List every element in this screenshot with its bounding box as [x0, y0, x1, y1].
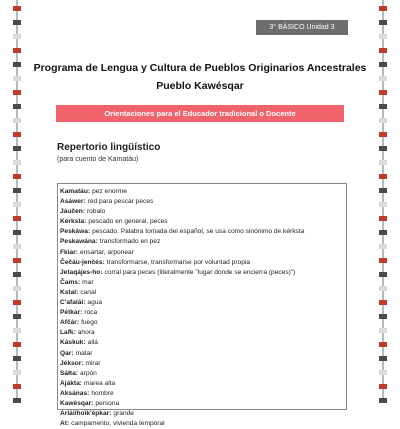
border-ornament [13, 356, 21, 361]
vocabulary-definition: transformarse, transformarse por voluntad propia [106, 258, 251, 266]
vocabulary-term: Sáłta : [60, 370, 78, 377]
vocabulary-definition: ensartar, arponear [79, 248, 134, 256]
border-ornament [13, 202, 21, 207]
vocabulary-definition: persona [95, 399, 120, 407]
border-ornament [13, 118, 21, 123]
border-ornament [379, 258, 387, 263]
vocabulary-item [60, 237, 346, 247]
vocabulary-definition: pez enorme [92, 188, 127, 195]
border-ornament [13, 76, 21, 81]
border-ornament [379, 132, 387, 137]
border-ornament [379, 272, 387, 277]
vocabulary-item [60, 389, 346, 399]
vocabulary-term: At : [60, 420, 69, 427]
border-ornament [13, 20, 21, 25]
border-ornament [379, 300, 387, 305]
border-ornament [379, 6, 387, 11]
vocabulary-item [60, 308, 346, 318]
vocabulary-term: Pétkar : [60, 309, 82, 316]
section-heading: Repertorio lingüístico [57, 142, 161, 153]
border-ornament [379, 328, 387, 333]
border-ornament [379, 174, 387, 179]
vocabulary-term: Káskuk : [60, 339, 86, 346]
vocabulary-definition: marea alta [84, 379, 116, 387]
orientation-banner: Orientaciones para el Educador tradicional o Docente [56, 105, 344, 122]
border-ornament [379, 384, 387, 389]
border-ornament [13, 384, 21, 389]
vocabulary-definition: fuego [81, 319, 98, 327]
vocabulary-definition: matar [75, 349, 93, 357]
left-decorative-border [12, 0, 22, 400]
vocabulary-definition: mar [82, 278, 94, 286]
vocabulary-item [60, 248, 346, 258]
section-note: (para cuento de Kamatáu) [57, 156, 139, 163]
border-ornament [379, 314, 387, 319]
vocabulary-term: Jéksor : [60, 360, 83, 367]
vocabulary-term: Kérksta : [60, 218, 86, 225]
vocabulary-item [60, 288, 346, 298]
border-ornament [13, 160, 21, 165]
unit-badge: 3° BÁSICO Unidad 3 [256, 20, 348, 35]
border-ornament [13, 90, 21, 95]
vocabulary-item [60, 187, 346, 197]
border-ornament [379, 62, 387, 67]
page-subtitle: Pueblo Kawésqar [156, 80, 244, 92]
border-ornament [13, 272, 21, 277]
vocabulary-item [60, 349, 346, 359]
border-ornament [379, 188, 387, 193]
vocabulary-item [60, 227, 346, 237]
border-ornament [379, 20, 387, 25]
border-ornament [379, 286, 387, 291]
border-ornament [379, 202, 387, 207]
vocabulary-definition: allá [87, 339, 98, 347]
vocabulary-item [60, 298, 346, 308]
vocabulary-item [60, 217, 346, 227]
border-ornament [379, 104, 387, 109]
vocabulary-item [60, 409, 346, 419]
vocabulary-definition: pescado. Palabra tomada del español, se usa como sinónimo de kérksta [92, 228, 305, 236]
vocabulary-definition: campamento, vivienda temporal [71, 420, 165, 428]
border-ornament [379, 118, 387, 123]
vocabulary-item [60, 379, 346, 389]
vocabulary-item [60, 278, 346, 288]
border-ornament [379, 160, 387, 165]
border-ornament [13, 104, 21, 109]
border-ornament [379, 76, 387, 81]
border-ornament [13, 300, 21, 305]
border-ornament [13, 258, 21, 263]
vocabulary-term: Ajákta : [60, 380, 82, 387]
border-ornament [13, 286, 21, 291]
vocabulary-term: Jáučen : [60, 208, 85, 215]
vocabulary-list [58, 184, 346, 429]
vocabulary-item [60, 328, 346, 338]
vocabulary-term: Čams : [60, 279, 80, 286]
border-ornament [13, 34, 21, 39]
border-ornament [13, 188, 21, 193]
vocabulary-term: Asáwer : [60, 198, 86, 205]
border-ornament [379, 356, 387, 361]
vocabulary-term: Kstal : [60, 289, 78, 296]
vocabulary-definition: arpón [79, 369, 97, 377]
border-ornament [13, 48, 21, 53]
border-ornament [379, 48, 387, 53]
border-ornament [13, 370, 21, 375]
vocabulary-item [60, 268, 346, 278]
vocabulary-definition: agua [87, 299, 103, 307]
border-ornament [13, 328, 21, 333]
vocabulary-definition: pescado en general, peces [88, 218, 168, 226]
vocabulary-term: Aksánas : [60, 390, 89, 397]
border-ornament [379, 370, 387, 375]
border-ornament [13, 216, 21, 221]
vocabulary-term: Peskáwa : [60, 228, 90, 235]
border-ornament [379, 398, 387, 403]
vocabulary-term: Qar : [60, 350, 74, 357]
vocabulary-definition: corral para peces (literalmente "lugar donde se encierra (peces)") [104, 268, 296, 276]
border-ornament [379, 34, 387, 39]
vocabulary-definition: roca [84, 309, 98, 317]
vocabulary-definition: hombre [91, 389, 114, 397]
border-ornament [13, 314, 21, 319]
border-ornament [13, 342, 21, 347]
vocabulary-item [60, 359, 346, 369]
vocabulary-term: Lafk : [60, 329, 76, 336]
border-ornament [379, 216, 387, 221]
vocabulary-definition: transformado en pez [99, 238, 161, 246]
vocabulary-item [60, 369, 346, 379]
vocabulary-definition: grande [113, 410, 134, 418]
vocabulary-term: Afčár : [60, 319, 79, 326]
border-ornament [13, 6, 21, 11]
border-ornament [379, 230, 387, 235]
vocabulary-term: C'afalái : [60, 299, 85, 306]
border-ornament [13, 62, 21, 67]
vocabulary-item [60, 207, 346, 217]
vocabulary-item [60, 419, 346, 429]
border-ornament [13, 230, 21, 235]
vocabulary-term: Arlái/hoik'épkar : [60, 410, 111, 417]
border-ornament [379, 90, 387, 95]
vocabulary-definition: red para pescar peces [87, 198, 154, 206]
border-ornament [379, 244, 387, 249]
border-ornament [13, 174, 21, 179]
page-title: Programa de Lengua y Cultura de Pueblos Originarios Ancestrales [33, 62, 367, 74]
vocabulary-term: Jetaqájes-ho : [60, 269, 103, 276]
border-ornament [13, 132, 21, 137]
vocabulary-definition: ahora [77, 329, 95, 337]
border-ornament [13, 244, 21, 249]
vocabulary-term: Kawésqar : [60, 400, 93, 407]
vocabulary-definition: mirar [85, 359, 101, 367]
vocabulary-term: Fkiar : [60, 249, 78, 256]
vocabulary-term: Čečáu-jenčés : [60, 259, 105, 266]
border-ornament [13, 398, 21, 403]
border-ornament [379, 342, 387, 347]
vocabulary-term: Peskawána : [60, 238, 98, 245]
vocabulary-item [60, 258, 346, 268]
vocabulary-item [60, 399, 346, 409]
vocabulary-term: Kamatáu : [60, 188, 90, 195]
border-ornament [379, 146, 387, 151]
vocabulary-definition: robalo [86, 208, 106, 216]
vocabulary-definition: canal [80, 288, 97, 296]
vocabulary-item [60, 338, 346, 348]
border-ornament [13, 146, 21, 151]
vocabulary-item [60, 318, 346, 328]
vocabulary-item [60, 197, 346, 207]
vocabulary-box [57, 183, 347, 428]
right-decorative-border [378, 0, 388, 400]
